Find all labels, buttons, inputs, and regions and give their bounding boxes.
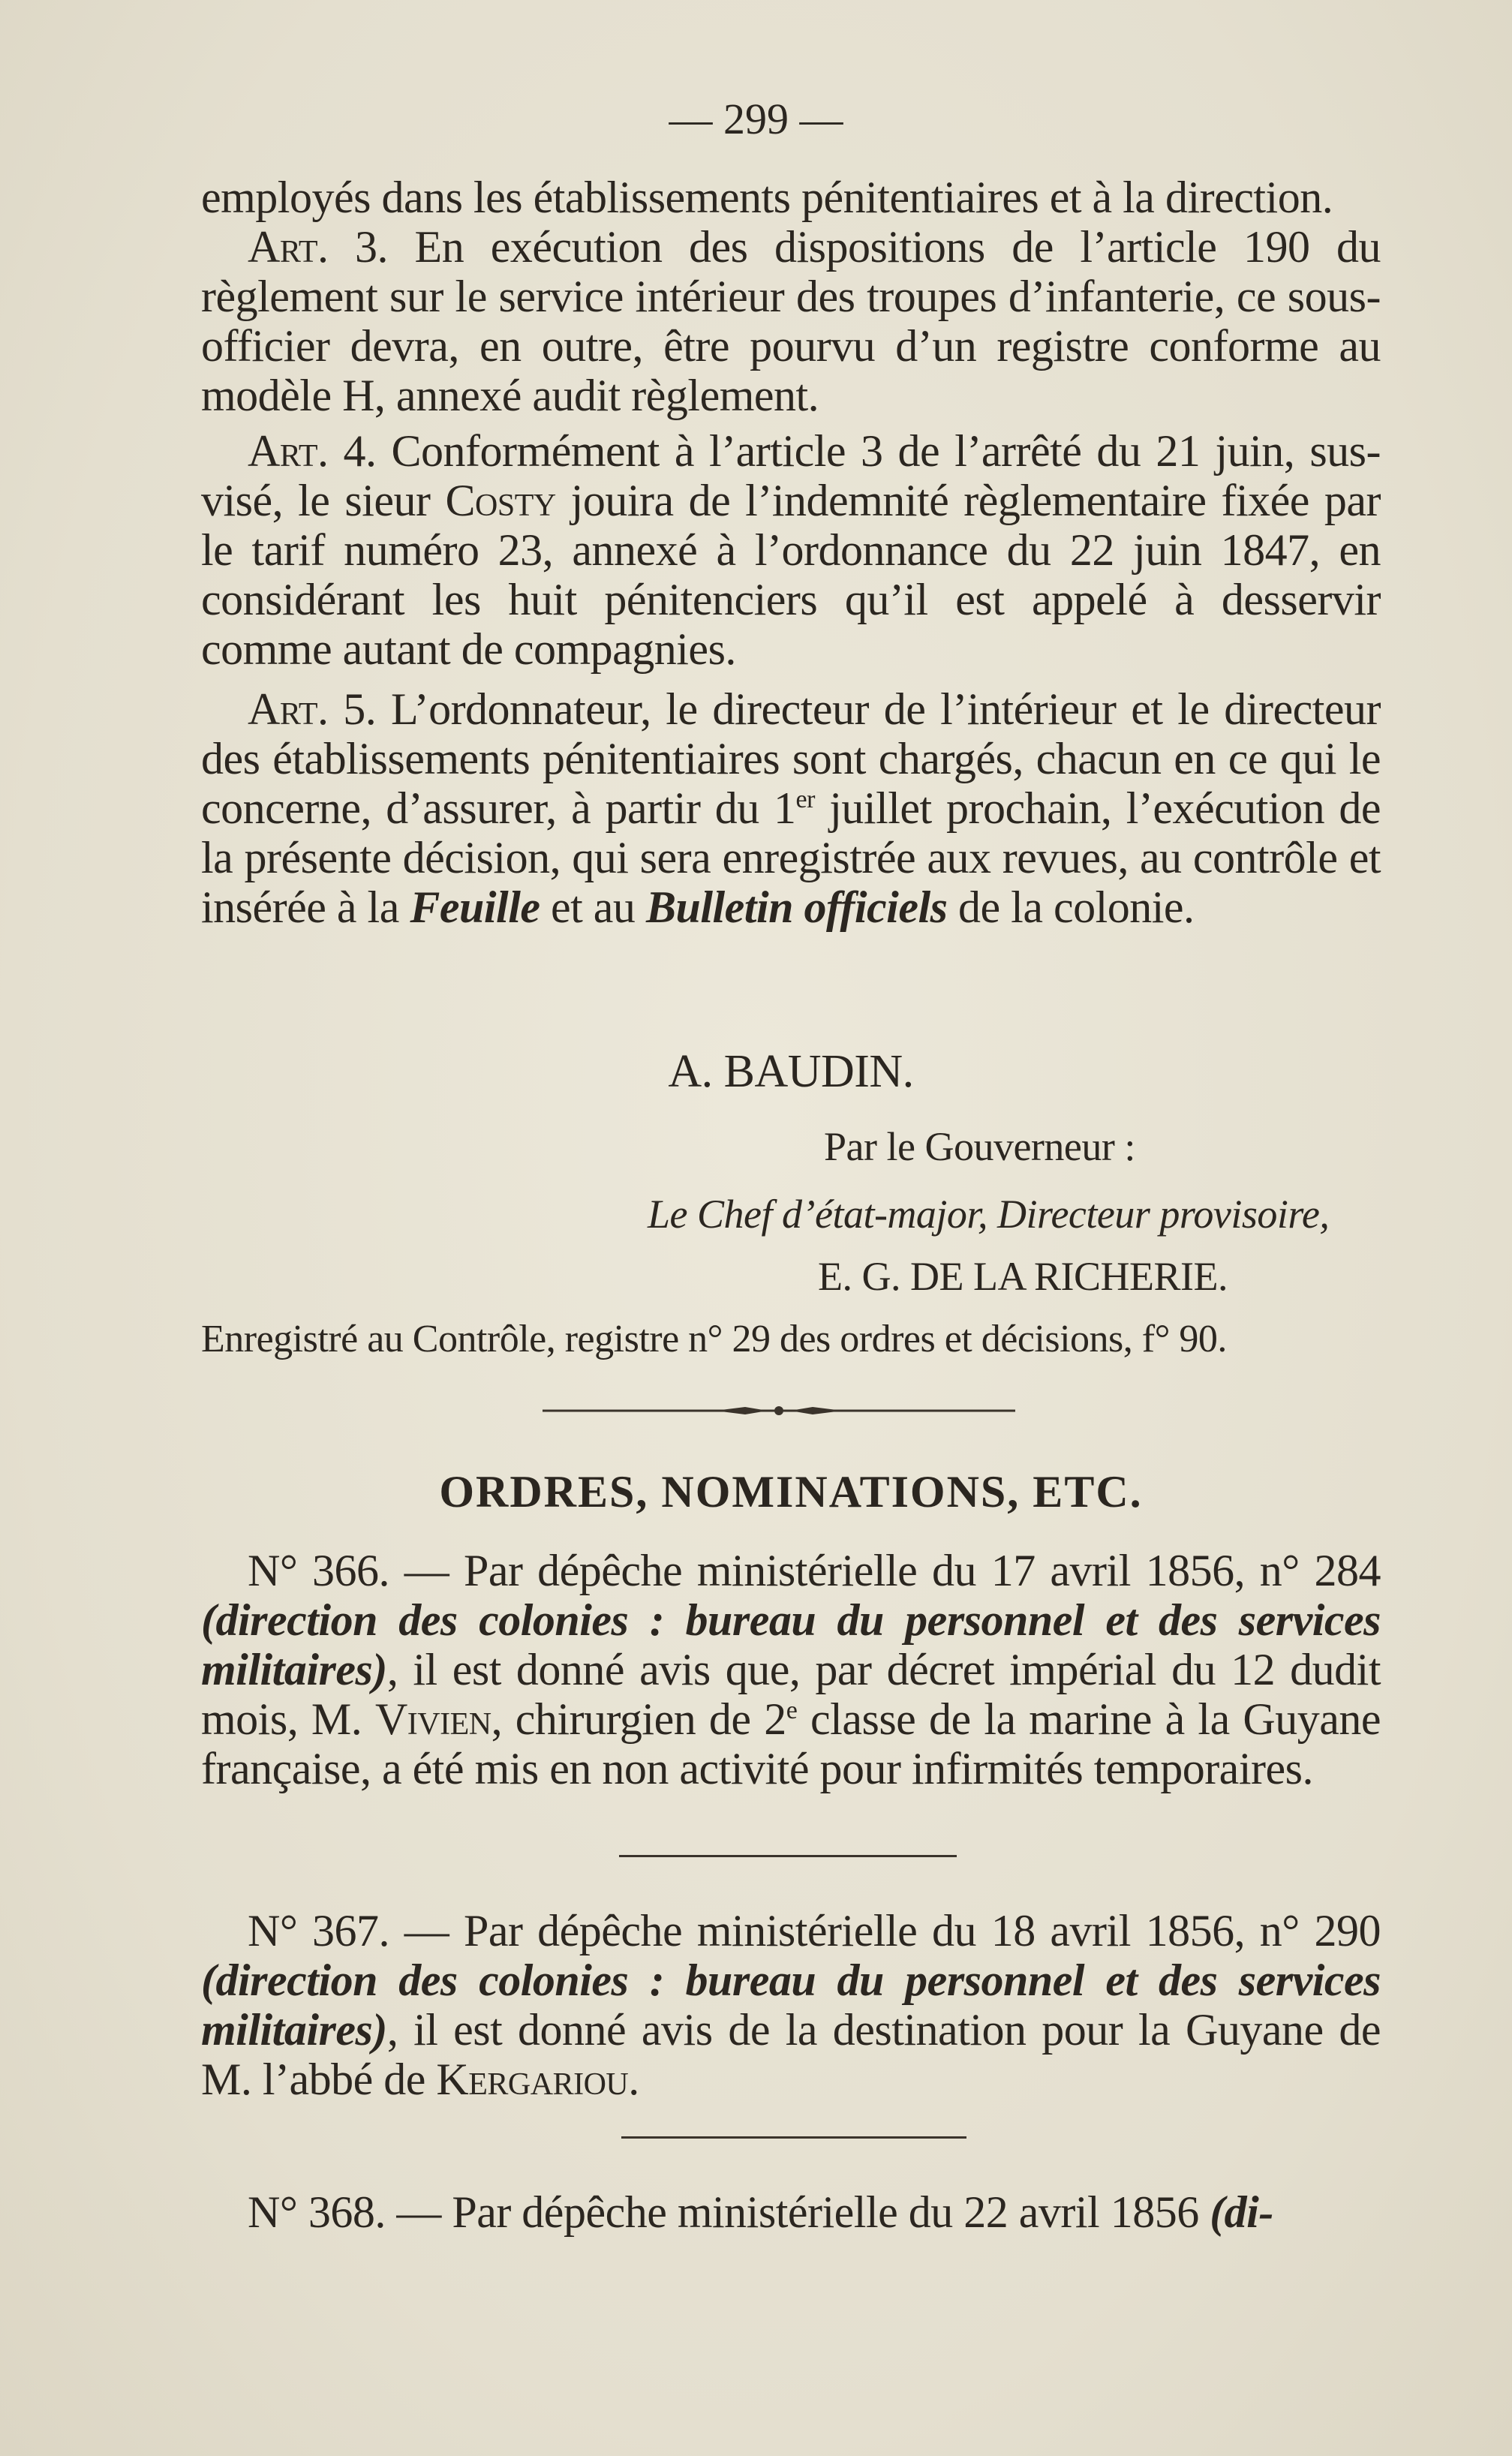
orders-section-2 xyxy=(201,1906,1381,2104)
article-label: Art. 4. xyxy=(248,426,377,476)
lead-paragraph xyxy=(201,173,1381,222)
italic-term: (di- xyxy=(1210,2187,1273,2237)
ornament-divider xyxy=(543,1403,1015,1418)
order-text: , il est donné avis que, par décret impérial du 12 dudit mois, M. xyxy=(201,1645,1381,1744)
italic-term: Bulletin officiels xyxy=(645,882,948,932)
article-text: jouira de l’indemnité règlementaire fixée par le tarif numéro 23, annexé à l’ordonnance du 22 juin 1847, en considérant les huit pénitenciers qu’il est appelé à desservir comme autant de compagnies. xyxy=(201,476,1381,674)
officer-title: Le Chef d’état-major, Directeur provisoire, xyxy=(648,1192,1330,1237)
superscript: e xyxy=(786,1697,798,1724)
order-text: , chirurgien de 2 xyxy=(491,1694,786,1744)
italic-term: (direction des colonies : bureau du personnel et des services militaires) xyxy=(201,1595,1381,1694)
orders-section xyxy=(201,1546,1381,1793)
article-label: Art. 5. xyxy=(248,684,377,734)
order-number: N° 368. xyxy=(248,2187,386,2237)
governor-signature: A. BAUDIN. xyxy=(668,1046,914,1097)
order-368 xyxy=(201,2187,1381,2237)
article-text: et au xyxy=(540,882,646,932)
section-heading: ORDRES, NOMINATIONS, ETC. xyxy=(439,1467,1143,1517)
orders-section-3 xyxy=(201,2187,1381,2237)
italic-term: (direction des colonies : bureau du personnel et des services militaires) xyxy=(201,1955,1381,2055)
article-5 xyxy=(201,684,1381,932)
article-text: L’ordonnateur, le directeur de l’intérieur et le directeur des établissements pénitentiaires sont chargés, chacun en ce qui le concerne, d’assurer, à partir du 1 xyxy=(201,684,1381,833)
by-governor-line: Par le Gouverneur : xyxy=(824,1124,1135,1169)
separator-rule xyxy=(621,2136,966,2139)
article-text: En exécution des dispositions de l’article 190 du règlement sur le service intérieur des troupes d’infanterie, ce sous-officier devra, en outre, être pourvu d’un registre conforme au modèle H, annexé audit règlement. xyxy=(201,222,1381,420)
body-text xyxy=(201,173,1381,932)
lead-text: employés dans les établissements pénitentiaires et à la direction. xyxy=(201,173,1333,222)
article-text: juillet prochain, l’exécution de la présente décision, qui sera enregistrée aux revues, au contrôle et insérée à la xyxy=(201,783,1381,932)
article-label: Art. 3. xyxy=(248,222,389,272)
order-number: N° 367. xyxy=(248,1906,390,1955)
officer-name: E. G. DE LA RICHERIE. xyxy=(818,1254,1228,1299)
italic-term: Feuille xyxy=(410,882,540,932)
order-text: , il est donné avis de la destination pour la Guyane de M. l’abbé de xyxy=(201,2005,1381,2104)
order-366 xyxy=(201,1546,1381,1793)
page-number: — 299 — xyxy=(669,95,843,143)
order-text: classe de la marine à la Guyane française, a été mis en non activité pour infirmités temporaires. xyxy=(201,1694,1381,1793)
person-name: Vivien xyxy=(374,1694,491,1744)
order-text: — Par dépêche ministérielle du 22 avril 1856 xyxy=(385,2187,1210,2237)
article-3 xyxy=(201,222,1381,420)
order-text: — Par dépêche ministérielle du 17 avril 1856, n° 284 xyxy=(389,1546,1381,1595)
article-4 xyxy=(201,426,1381,674)
article-text: Conformément à l’article 3 de l’arrêté du 21 juin, sus-visé, le sieur xyxy=(201,426,1381,525)
article-text: de la colonie. xyxy=(947,882,1195,932)
superscript: er xyxy=(795,786,815,813)
registration-note: Enregistré au Contrôle, registre n° 29 des ordres et décisions, f° 90. xyxy=(201,1318,1227,1360)
order-text: — Par dépêche ministérielle du 18 avril 1856, n° 290 xyxy=(389,1906,1381,1955)
order-367 xyxy=(201,1906,1381,2104)
person-name: Costy xyxy=(445,476,556,525)
order-number: N° 366. xyxy=(248,1546,390,1595)
separator-rule xyxy=(619,1855,957,1857)
person-name: Kergariou xyxy=(436,2055,629,2104)
order-text: . xyxy=(628,2055,639,2104)
